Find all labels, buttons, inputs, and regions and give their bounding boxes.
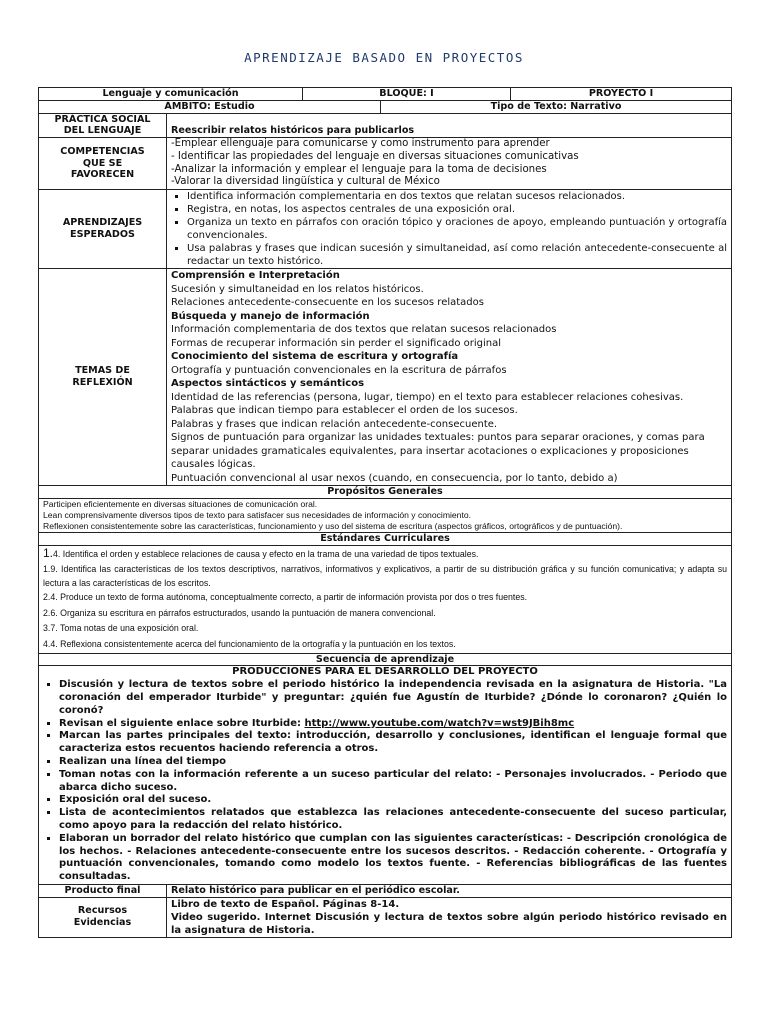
aprendizajes-list: [167, 190, 732, 269]
practica-label: PRÁCTICA SOCIAL DEL LENGUAJE: [39, 113, 167, 138]
secuencia-subtitle: PRODUCCIONES PARA EL DESARROLLO DEL PROYECTO: [232, 666, 538, 678]
tema-item: Relaciones antecedente-consecuente en los sucesos relatados: [171, 297, 484, 308]
secuencia-row: [39, 666, 732, 885]
secuencia-list: [39, 666, 732, 885]
estandar-item: 2.6. Organiza su escritura en párrafos estructurados, usando la puntuación de manera convencional.: [43, 607, 436, 618]
text-type-cell: Tipo de Texto: Narrativo: [381, 100, 732, 113]
tema-item: Palabras y frases que indican relación antecedente-consecuente.: [171, 418, 498, 430]
competencias-list: [167, 138, 732, 190]
temas-list: [167, 269, 732, 486]
aprendizaje-item: ▪ Organiza un texto en párrafos con oración tópico y oraciones de apoyo, empleando puntuación y ortografía convencionales.: [187, 216, 727, 242]
tema-item: Formas de recuperar información sin perder el significado original: [171, 337, 502, 349]
competencias-label: COMPETENCIAS QUE SE FAVORECEN: [39, 138, 167, 190]
competencia-item: -Emplear ellenguaje para comunicarse y como instrumento para aprender: [171, 138, 550, 150]
tema-item: Signos de puntuación para organizar las unidades textuales: puntos para separar oraciones, y comas para separar unidades gramaticales equivalentes, para insertar acotaciones o explicaciones y proposiciones causales lógicas.: [171, 432, 705, 470]
iturbide-video-link[interactable]: http://www.youtube.com/watch?v=wst9JBih8mc: [304, 717, 575, 729]
ambito-cell: ÁMBITO: Estudio: [39, 100, 381, 113]
secuencia-item: ▪ Exposición oral del suceso.: [59, 794, 727, 807]
tema-item: Ortografía y puntuación convencionales en la escritura de párrafos: [171, 364, 507, 376]
propositos-list: [39, 498, 732, 532]
tema-item: Identidad de las referencias (persona, lugar, tiempo) en el texto para establecer relaciones cohesivas.: [171, 391, 684, 403]
competencia-item: -Analizar la información y emplear el lenguaje para la toma de decisiones: [171, 163, 547, 175]
estandar-item: 1.9. Identifica las características de los textos descriptivos, narrativos, informativos y explicativos, a partir de su distribución gráfica y su función comunicativa; y adapta su lectura a las características de los escritos.: [43, 564, 728, 589]
secuencia-item: ▪ Marcan las partes principales del texto: introducción, desarrollo y conclusiones, identifican el lenguaje formal que caracteriza estos recuentos haciendo referencia a otros.: [59, 730, 727, 756]
propositos-title: Propósitos Generales: [39, 486, 732, 499]
secuencia-title: Secuencia de aprendizaje: [39, 653, 732, 666]
temas-label: TEMAS DE REFLEXIÓN: [39, 269, 167, 486]
estandar-item: 2.4. Produce un texto de forma autónoma, conceptualmente correcto, a partir de información provista por dos o tres fuentes.: [43, 592, 528, 603]
aprendizaje-item: ▪ Usa palabras y frases que indican sucesión y simultaneidad, así como relación antecedente-consecuente al redactar un texto histórico.: [187, 242, 727, 268]
recursos-label: Recursos Evidencias: [39, 897, 167, 937]
tema-heading: Conocimiento del sistema de escritura y ortografía: [171, 351, 459, 362]
practica-value: Reescribir relatos históricos para publicarlos: [167, 113, 732, 138]
recursos-row: [39, 897, 732, 937]
tema-item: Puntuación convencional al usar nexos (cuando, en consecuencia, por lo tanto, debido a): [171, 472, 618, 484]
producto-row: [39, 884, 732, 897]
tema-heading: Búsqueda y manejo de información: [171, 310, 370, 322]
aprendizaje-item: ▪ Identifica información complementaria en dos textos que relatan sucesos relacionados.: [187, 190, 727, 203]
project-table: [38, 87, 732, 938]
tema-item: Palabras que indican tiempo para establecer el orden de los sucesos.: [171, 405, 518, 416]
secuencia-item: ▪ Realizan una línea del tiempo: [59, 756, 727, 769]
proposito-item: Reflexionen consistentemente sobre las características, funcionamiento y uso del sistema de escritura (aspectos gráficos, ortográficos y de puntuación).: [43, 520, 623, 531]
practica-row: [39, 113, 732, 138]
tema-item: Información complementaria de dos textos que relatan sucesos relacionados: [171, 324, 557, 335]
recurso-item: Libro de texto de Español. Páginas 8-14.: [171, 898, 400, 910]
competencia-item: - Identificar las propiedades del lenguaje en diversas situaciones comunicativas: [171, 150, 579, 162]
proposito-item: Participen eficientemente en diversas situaciones de comunicación oral.: [43, 498, 318, 509]
competencias-row: [39, 138, 732, 190]
tema-heading: Aspectos sintácticos y semánticos: [171, 378, 365, 389]
header-row-2: [39, 100, 732, 113]
estandares-title: Estándares Curriculares: [39, 532, 732, 545]
producto-label: Producto final: [39, 884, 167, 897]
estandar-item: 4.4. Reflexiona consistentemente acerca del funcionamiento de la ortografía y la puntuación en los textos.: [43, 638, 456, 649]
estandares-title-row: [39, 532, 732, 545]
aprendizajes-row: [39, 190, 732, 269]
secuencia-item: ▪ Lista de acontecimientos relatados que establezca las relaciones antecedente-consecuente del suceso particular, como apoyo para la redacción del relato histórico.: [59, 807, 727, 833]
secuencia-title-row: [39, 653, 732, 666]
aprendizajes-label: APRENDIZAJES ESPERADOS: [39, 190, 167, 269]
aprendizaje-item: ▪ Registra, en notas, los aspectos centrales de una exposición oral.: [187, 203, 727, 216]
secuencia-item: ▪ Discusión y lectura de textos sobre el periodo histórico la independencia revisada en la asignatura de Historia. "La coronación del emperador Iturbide" y preguntar: ¿quién fue Agustín de Iturbide? ¿Dónde lo coronaron? ¿Quién lo coronó?: [59, 679, 727, 717]
estandares-list: [39, 545, 732, 653]
recurso-item: Video sugerido. Internet Discusión y lectura de textos sobre algún periodo histórico revisado en la asignatura de Historia.: [171, 911, 728, 936]
subject-cell: Lenguaje y comunicación: [39, 88, 303, 101]
secuencia-item: ▪ Elaboran un borrador del relato histórico que cumplan con las siguientes características: - Descripción cronológica de los hechos. - Relaciones antecedente-consecuente entre los sucesos descritos. - Redacción coherente. - Ortografía y puntuación convencionales, tomando como modelo los textos fuente. - Referencias bibliográficas de las fuentes consultadas.: [59, 833, 727, 884]
tema-item: Sucesión y simultaneidad en los relatos históricos.: [171, 283, 424, 295]
estandar-item: 3.7. Toma notas de una exposición oral.: [43, 623, 199, 634]
propositos-row: [39, 498, 732, 532]
producto-value: Relato histórico para publicar en el periódico escolar.: [167, 884, 732, 897]
tema-heading: Comprensión e Interpretación: [171, 270, 340, 281]
temas-row: [39, 269, 732, 486]
competencia-item: -Valorar la diversidad lingüística y cultural de México: [171, 176, 440, 188]
header-row-1: [39, 88, 732, 101]
estandares-row: [39, 545, 732, 653]
recursos-value: [167, 897, 732, 937]
secuencia-item: ▪ Toman notas con la información referente a un suceso particular del relato: - Personajes involucrados. - Periodo que abarca dicho suceso.: [59, 769, 727, 795]
block-cell: BLOQUE: I: [303, 88, 511, 101]
propositos-title-row: [39, 486, 732, 499]
page-title: APRENDIZAJE BASADO EN PROYECTOS: [244, 50, 524, 65]
secuencia-item: ▪ Revisan el siguiente enlace sobre Iturbide: http://www.youtube.com/watch?v=wst9JBih8mc: [59, 718, 727, 731]
project-cell: PROYECTO I: [511, 88, 732, 101]
proposito-item: Lean comprensivamente diversos tipos de texto para satisfacer sus necesidades de información y conocimiento.: [43, 509, 472, 520]
estandar-item: 1.4. Identifica el orden y establece relaciones de causa y efecto en la trama de una variedad de tipos textuales.: [43, 545, 479, 560]
